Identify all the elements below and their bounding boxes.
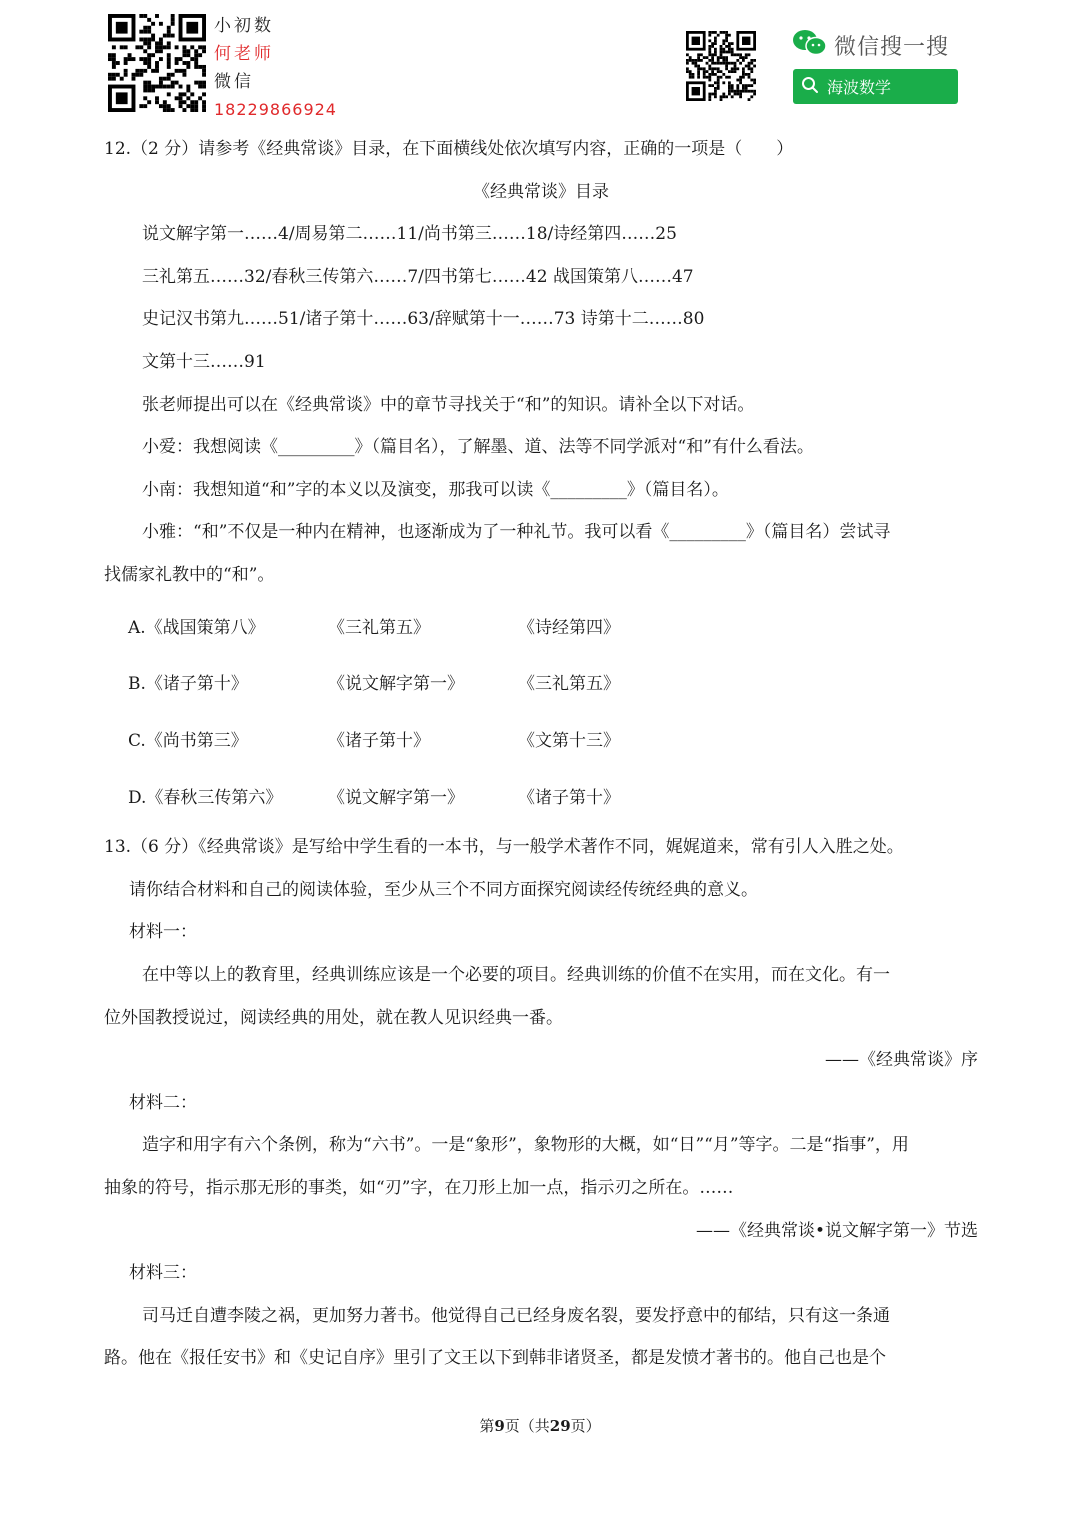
search-icon — [801, 76, 819, 98]
dialog-line: 小爱：我想阅读《_________》（篇目名），了解墨、道、法等不同学派对“和”有什么看法。 — [142, 437, 814, 458]
option-d[interactable] — [104, 770, 978, 827]
option-b-part: 《说文解字第一》 — [328, 674, 464, 695]
material-3-text: 司马迁自遭李陵之祸，更加努力著书。他觉得自己已经身废名裂，要发抒意中的郁结，只有这一条通 — [142, 1305, 890, 1326]
qr-code-icon — [686, 31, 756, 101]
option-a-part: A.《战国策第八》 — [128, 617, 265, 638]
wechat-icon — [792, 28, 828, 62]
dialog-line: 小南：我想知道“和”字的本义以及演变，那我可以读《_________》（篇目名）。 — [142, 479, 729, 500]
wechat-search-query: 海波数学 — [827, 78, 892, 97]
option-a-part: 《诗经第四》 — [518, 617, 620, 638]
material-2-text: 造字和用字有六个条例，称为“六书”。一是“象形”，象物形的大概，如“日”“月”等字。二是“指事”，用 — [142, 1135, 909, 1156]
toc-line: 说文解字第一……4/周易第二……11/尚书第三……18/诗经第四……25 — [142, 224, 677, 245]
dialog-line: 小雅：“和”不仅是一种内在精神，也逐渐成为了一种礼节。我可以看《_________》（篇目名）尝试寻 — [142, 522, 891, 543]
option-a[interactable] — [104, 600, 978, 657]
option-c-part: C.《尚书第三》 — [128, 730, 248, 751]
wechat-search-box[interactable] — [793, 69, 958, 104]
option-b[interactable] — [104, 656, 978, 713]
footer-mid: 页（共 — [504, 1417, 550, 1435]
toc-title: 《经典常谈》目录 — [473, 181, 609, 202]
option-d-part: 《诸子第十》 — [518, 787, 620, 808]
question-12-options — [104, 600, 978, 827]
option-d-part: 《说文解字第一》 — [328, 787, 464, 808]
material-1-label: 材料一： — [129, 922, 197, 943]
footer-suffix: 页） — [570, 1417, 601, 1435]
question-12-stem: 12.（2 分）请参考《经典常谈》目录，在下面横线处依次填写内容，正确的一项是（ ） — [104, 139, 794, 159]
option-b-part: 《三礼第五》 — [518, 674, 620, 695]
footer-prefix: 第 — [479, 1417, 495, 1435]
wechat-search-label: 微信搜一搜 — [834, 34, 950, 60]
material-2-label: 材料二： — [129, 1092, 197, 1113]
material-1-text: 位外国教授说过，阅读经典的用处，就在教人见识经典一番。 — [104, 1007, 563, 1028]
option-b-part: B.《诸子第十》 — [128, 674, 248, 695]
material-2-text: 抽象的符号，指示那无形的事类，如“刃”字，在刀形上加一点，指示刃之所在。…… — [104, 1178, 734, 1199]
footer-page-number: 9 — [494, 1417, 505, 1435]
promo-line: 微信 — [214, 72, 254, 92]
option-d-part: D.《春秋三传第六》 — [128, 787, 283, 808]
option-c[interactable] — [104, 713, 978, 770]
page-content — [104, 128, 978, 1380]
option-c-part: 《诸子第十》 — [328, 730, 430, 751]
material-3-text: 路。他在《报任安书》和《史记自序》里引了文王以下到韩非诸贤圣，都是发愤才著书的。他自己也是个 — [104, 1348, 886, 1369]
material-1-text: 在中等以上的教育里，经典训练应该是一个必要的项目。经典训练的价值不在实用，而在文化。有一 — [142, 965, 890, 986]
toc-line: 三礼第五……32/春秋三传第六……7/四书第七……42 战国策第八……47 — [142, 266, 694, 287]
wechat-search-title — [792, 27, 949, 63]
promo-text — [214, 12, 337, 124]
promo-phone: 18229866924 — [214, 100, 337, 119]
page-header — [0, 0, 1080, 125]
page-footer — [0, 1412, 1080, 1440]
option-c-part: 《文第十三》 — [518, 730, 620, 751]
toc-line: 文第十三……91 — [142, 351, 266, 372]
footer-total-pages: 29 — [549, 1417, 571, 1435]
question-13-stem-2: 请你结合材料和自己的阅读体验，至少从三个不同方面探究阅读经传统经典的意义。 — [129, 879, 758, 900]
question-13-stem: 13.（6 分）《经典常谈》是写给中学生看的一本书，与一般学术著作不同，娓娓道来，常有引人入胜之处。 — [104, 837, 904, 858]
toc-line: 史记汉书第九……51/诸子第十……63/辞赋第十一……73 诗第十二……80 — [142, 309, 705, 330]
option-a-part: 《三礼第五》 — [328, 617, 430, 638]
material-1-source: ——《经典常谈》序 — [825, 1050, 978, 1071]
material-3-label: 材料三： — [129, 1263, 197, 1284]
dialog-line: 找儒家礼教中的“和”。 — [104, 564, 275, 585]
promo-line: 何老师 — [214, 44, 274, 64]
promo-line: 小初数 — [214, 16, 274, 36]
qr-code-icon — [108, 14, 206, 112]
question-12-intro: 张老师提出可以在《经典常谈》中的章节寻找关于“和”的知识。请补全以下对话。 — [142, 394, 755, 415]
material-2-source: ——《经典常谈•说文解字第一》节选 — [695, 1220, 978, 1241]
